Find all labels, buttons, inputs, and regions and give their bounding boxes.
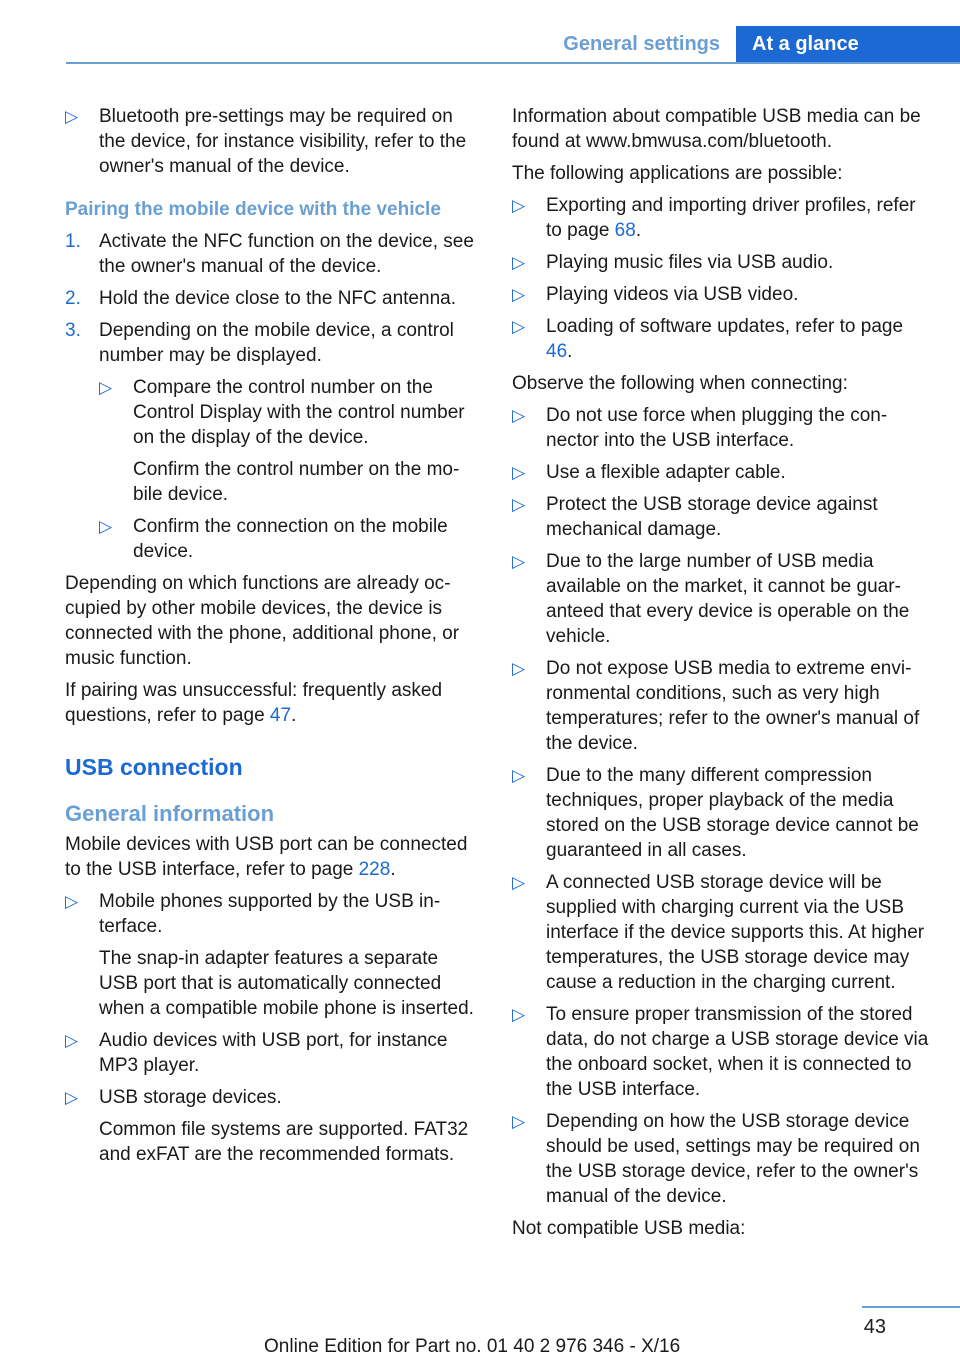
list-item: ▷ USB storage devices.	[65, 1087, 282, 1108]
bullet-triangle-icon: ▷	[512, 1112, 526, 1131]
bullet-triangle-icon: ▷	[99, 517, 113, 536]
edition-footer: Online Edition for Part no. 01 40 2 976 346 - X/16	[264, 1336, 681, 1357]
paragraph-not-compatible: Not compatible USB media:	[512, 1218, 746, 1239]
list-item: ▷ Do not expose USB media to extreme environmental conditions, such as very high temperatures; refer to the owner's manual of the device.	[512, 658, 920, 754]
list-item-continuation: Common file systems are supported. FAT32 and exFAT are the recommended formats.	[99, 1119, 469, 1165]
step-item: 3. Depending on the mobile device, a control number may be displayed.	[65, 320, 454, 366]
bullet-triangle-icon: ▷	[65, 1088, 79, 1107]
page-number: 43	[863, 1316, 886, 1338]
paragraph-general: Mobile devices with USB port can be connected to the USB interface, refer to page 228.	[65, 834, 468, 880]
page-link[interactable]: 47	[269, 705, 292, 726]
list-item-continuation: The snap-in adapter features a separate USB port that is automatically connected when a compatible mobile phone is inserted.	[99, 948, 474, 1019]
bullet-triangle-icon: ▷	[65, 107, 79, 126]
bullet-triangle-icon: ▷	[512, 406, 526, 425]
step-item: 1. Activate the NFC function on the device, see the owner's manual of the device.	[65, 231, 474, 277]
step-item: 2. Hold the device close to the NFC antenna.	[65, 288, 456, 309]
bullet-triangle-icon: ▷	[512, 196, 526, 215]
page-link[interactable]: 46	[546, 341, 568, 362]
list-item: ▷ Use a flexible adapter cable.	[512, 462, 786, 483]
paragraph-functions: Depending on which functions are already occupied by other mobile devices, the device is connected with the phone, additional phone, or music function.	[65, 573, 460, 669]
bullet-triangle-icon: ▷	[512, 552, 526, 571]
bullet-triangle-icon: ▷	[99, 378, 113, 397]
list-item: ▷ Mobile phones supported by the USB interface.	[65, 891, 441, 937]
page-link[interactable]: 228	[358, 859, 391, 880]
paragraph-apps-intro: The following applications are possible:	[512, 163, 843, 184]
paragraph-info: Information about compatible USB media can be found at www.bmwusa.com/bluetooth.	[512, 106, 921, 152]
step3-sublist	[99, 375, 481, 564]
pairing-heading: Pairing the mobile device with the vehicle	[65, 199, 441, 220]
bullet-triangle-icon: ▷	[512, 285, 526, 304]
paragraph-unsuccessful: If pairing was unsuccessful: frequently asked questions, refer to page 47.	[65, 680, 443, 726]
list-item: ▷ A connected USB storage device will be supplied with charging current via the USB interface if the device supports this. At higher temperatures, the USB storage device may cause a reduction in the charging current.	[512, 872, 925, 993]
list-item: ▷ Compare the control number on the Control Display with the control number on the display of the device.	[99, 377, 465, 448]
list-item: ▷ Exporting and importing driver profiles, refer to page 68.	[512, 195, 916, 241]
right-column	[512, 104, 932, 1248]
bullet-triangle-icon: ▷	[512, 873, 526, 892]
list-item: ▷ Bluetooth pre-settings may be required on the device, for instance visibility, refer to the owner's manual of the device.	[65, 106, 467, 177]
list-item: ▷ Playing music files via USB audio.	[512, 252, 834, 273]
bullet-triangle-icon: ▷	[512, 253, 526, 272]
header-section-title: General settings	[563, 32, 720, 55]
page-link[interactable]: 68	[614, 220, 636, 241]
usb-connection-heading: USB connection	[65, 754, 243, 780]
list-item: ▷ Depending on how the USB storage device should be used, settings may be required on the USB storage device, refer to the owner's manual of the device.	[512, 1111, 920, 1207]
bullet-triangle-icon: ▷	[65, 1031, 79, 1050]
list-item: ▷ Loading of software updates, refer to page 46.	[512, 316, 904, 362]
list-item: ▷ Due to the many different compression techniques, proper playback of the media stored on the USB storage device cannot be guaranteed in all cases.	[512, 765, 919, 861]
bullet-triangle-icon: ▷	[512, 495, 526, 514]
left-column	[65, 104, 481, 1174]
list-item: ▷ Playing videos via USB video.	[512, 284, 799, 305]
list-item: ▷ To ensure proper transmission of the stored data, do not charge a USB storage device via the onboard socket, when it is connected to the USB interface.	[512, 1004, 929, 1100]
list-item: ▷ Do not use force when plugging the connector into the USB interface.	[512, 405, 888, 451]
header-chapter-tab: At a glance	[736, 26, 960, 62]
list-item-continuation: Confirm the control number on the mobile device.	[133, 459, 460, 505]
list-item: ▷ Confirm the connection on the mobile device.	[99, 516, 448, 562]
bullet-triangle-icon: ▷	[512, 317, 526, 336]
paragraph-observe-intro: Observe the following when connecting:	[512, 373, 848, 394]
list-item: ▷ Due to the large number of USB media available on the market, it cannot be guaranteed that every device is operable on the vehicle.	[512, 551, 910, 647]
footer-rule	[862, 1306, 960, 1308]
bullet-triangle-icon: ▷	[512, 766, 526, 785]
general-information-heading: General information	[65, 801, 275, 826]
bullet-triangle-icon: ▷	[512, 1005, 526, 1024]
page-header	[66, 26, 960, 64]
list-item: ▷ Audio devices with USB port, for instance MP3 player.	[65, 1030, 448, 1076]
bullet-triangle-icon: ▷	[65, 892, 79, 911]
bullet-triangle-icon: ▷	[512, 659, 526, 678]
bullet-triangle-icon: ▷	[512, 463, 526, 482]
list-item: ▷ Protect the USB storage device against mechanical damage.	[512, 494, 878, 540]
